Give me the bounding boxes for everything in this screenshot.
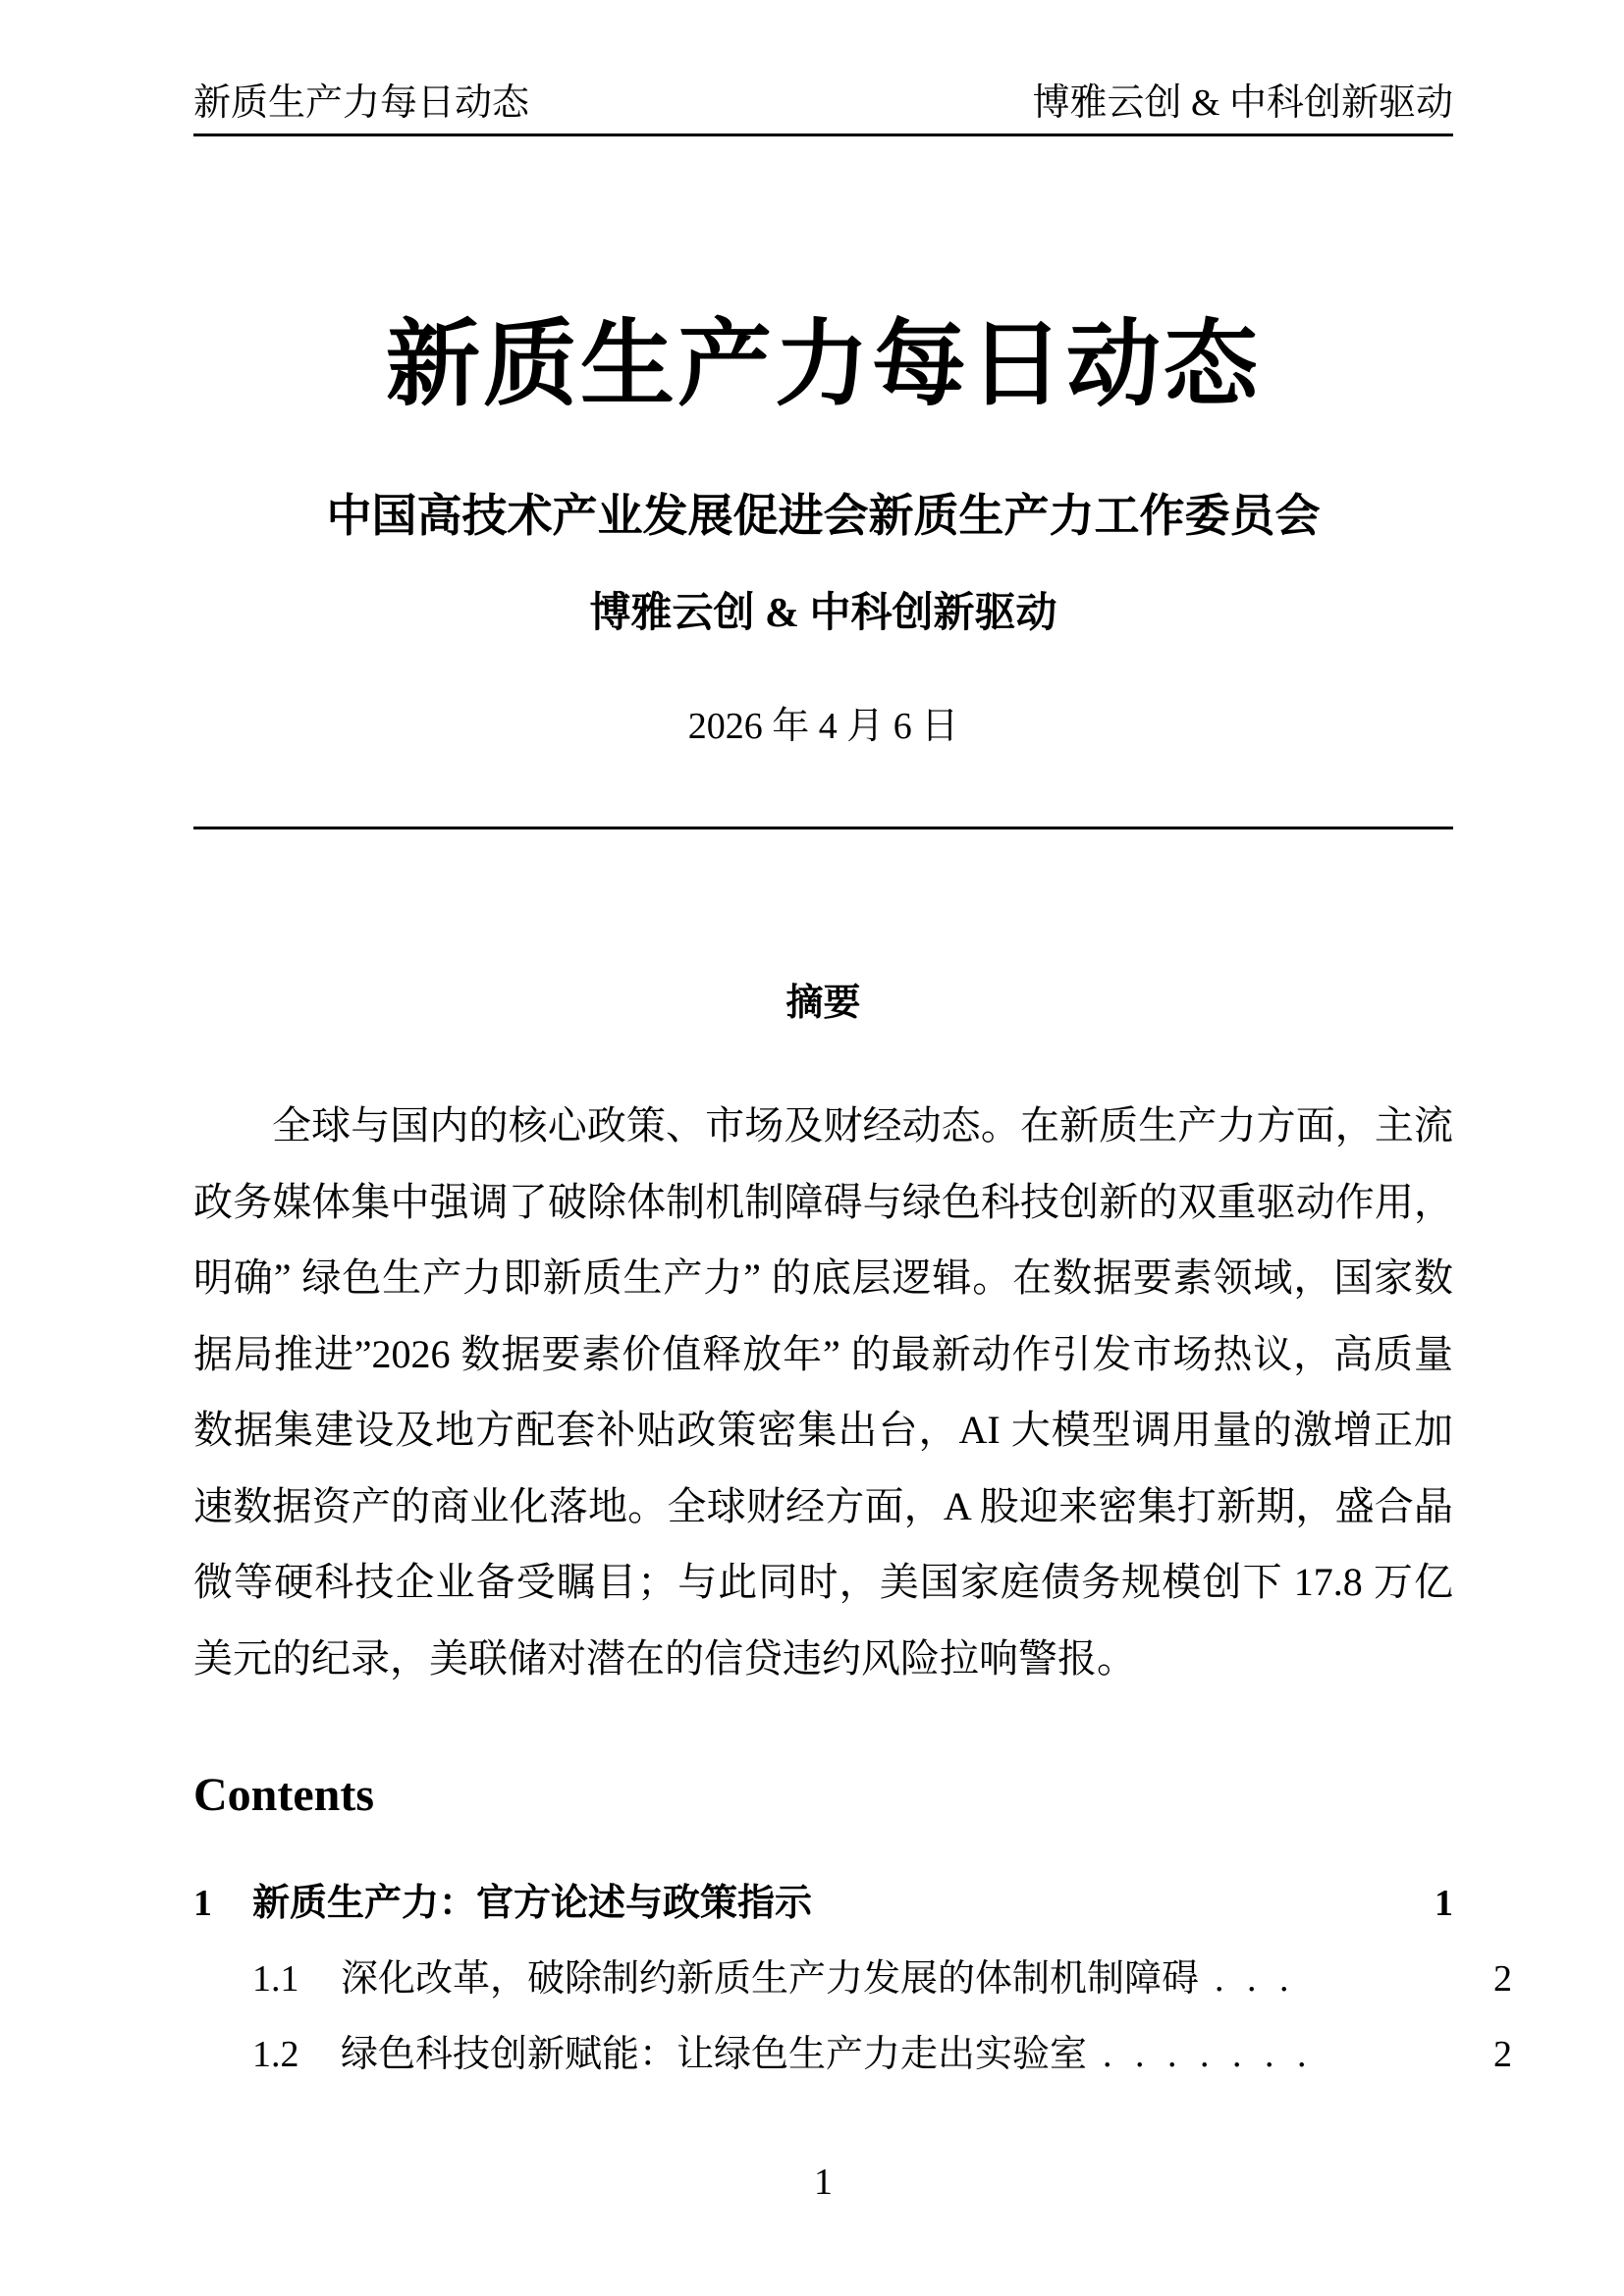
contents-heading: Contents <box>193 1769 375 1821</box>
toc-entry-number: 1.1 <box>252 1958 299 2000</box>
toc-entry-title: 绿色科技创新赋能：让绿色生产力走出实验室 <box>341 2034 1088 2075</box>
toc-entry-title: 深化改革，破除制约新质生产力发展的体制机制障碍 <box>341 1958 1200 2000</box>
document-subtitle: 中国高技术产业发展促进会新质生产力工作委员会 <box>326 491 1321 541</box>
toc-entry-number: 1 <box>193 1883 212 1924</box>
document-authors: 博雅云创 & 中科创新驱动 <box>589 591 1057 636</box>
toc-entry-1-1 <box>193 1957 1512 2001</box>
toc-entry-number: 1.2 <box>252 2034 299 2075</box>
running-header <box>193 82 1453 124</box>
abstract-heading: 摘要 <box>785 983 861 1024</box>
toc-entry-title: 新质生产力：官方论述与政策指示 <box>252 1883 813 1924</box>
toc-entry-page-number: 2 <box>1493 1958 1512 2000</box>
running-header-left: 新质生产力每日动态 <box>193 82 530 124</box>
header-rule <box>193 133 1453 136</box>
divider-rule <box>193 827 1453 829</box>
toc-entry-leader-dots: . . . <box>1215 1958 1296 2000</box>
toc-entry-leader-dots: . . . . . . . <box>1103 2034 1314 2075</box>
abstract-paragraph: 全球与国内的核心政策、市场及财经动态。在新质生产力方面，主流政务媒体集中强调了破除体制机制障碍与绿色科技创新的双重驱动作用，明确” 绿色生产力即新质生产力” 的底层逻辑。在数据要素领域，国家数据局推进”2026 数据要素价值释放年” 的最新动作引发市场热议，高质量数据集建设及地方配套补贴政策密集出台，AI 大模型调用量的激增正加速数据资产的商业化落地。全球财经方面，A 股迎来密集打新期，盛合晶微等硬科技企业备受瞩目；与此同时，美国家庭债务规模创下 17.8 万亿美元的纪录，美联储对潜在的信贷违约风险拉响警报。 <box>193 1103 1453 1681</box>
toc-entry-1 <box>193 1882 1453 1925</box>
running-header-right: 博雅云创 & 中科创新驱动 <box>1032 82 1453 124</box>
toc-entry-1-2 <box>193 2033 1512 2076</box>
document-date: 2026 年 4 月 6 日 <box>687 706 959 747</box>
footer-page-number: 1 <box>814 2162 833 2203</box>
toc-entry-page-number: 2 <box>1493 2034 1512 2075</box>
toc-entry-page-number: 1 <box>1435 1883 1453 1924</box>
document-title: 新质生产力每日动态 <box>386 312 1261 417</box>
